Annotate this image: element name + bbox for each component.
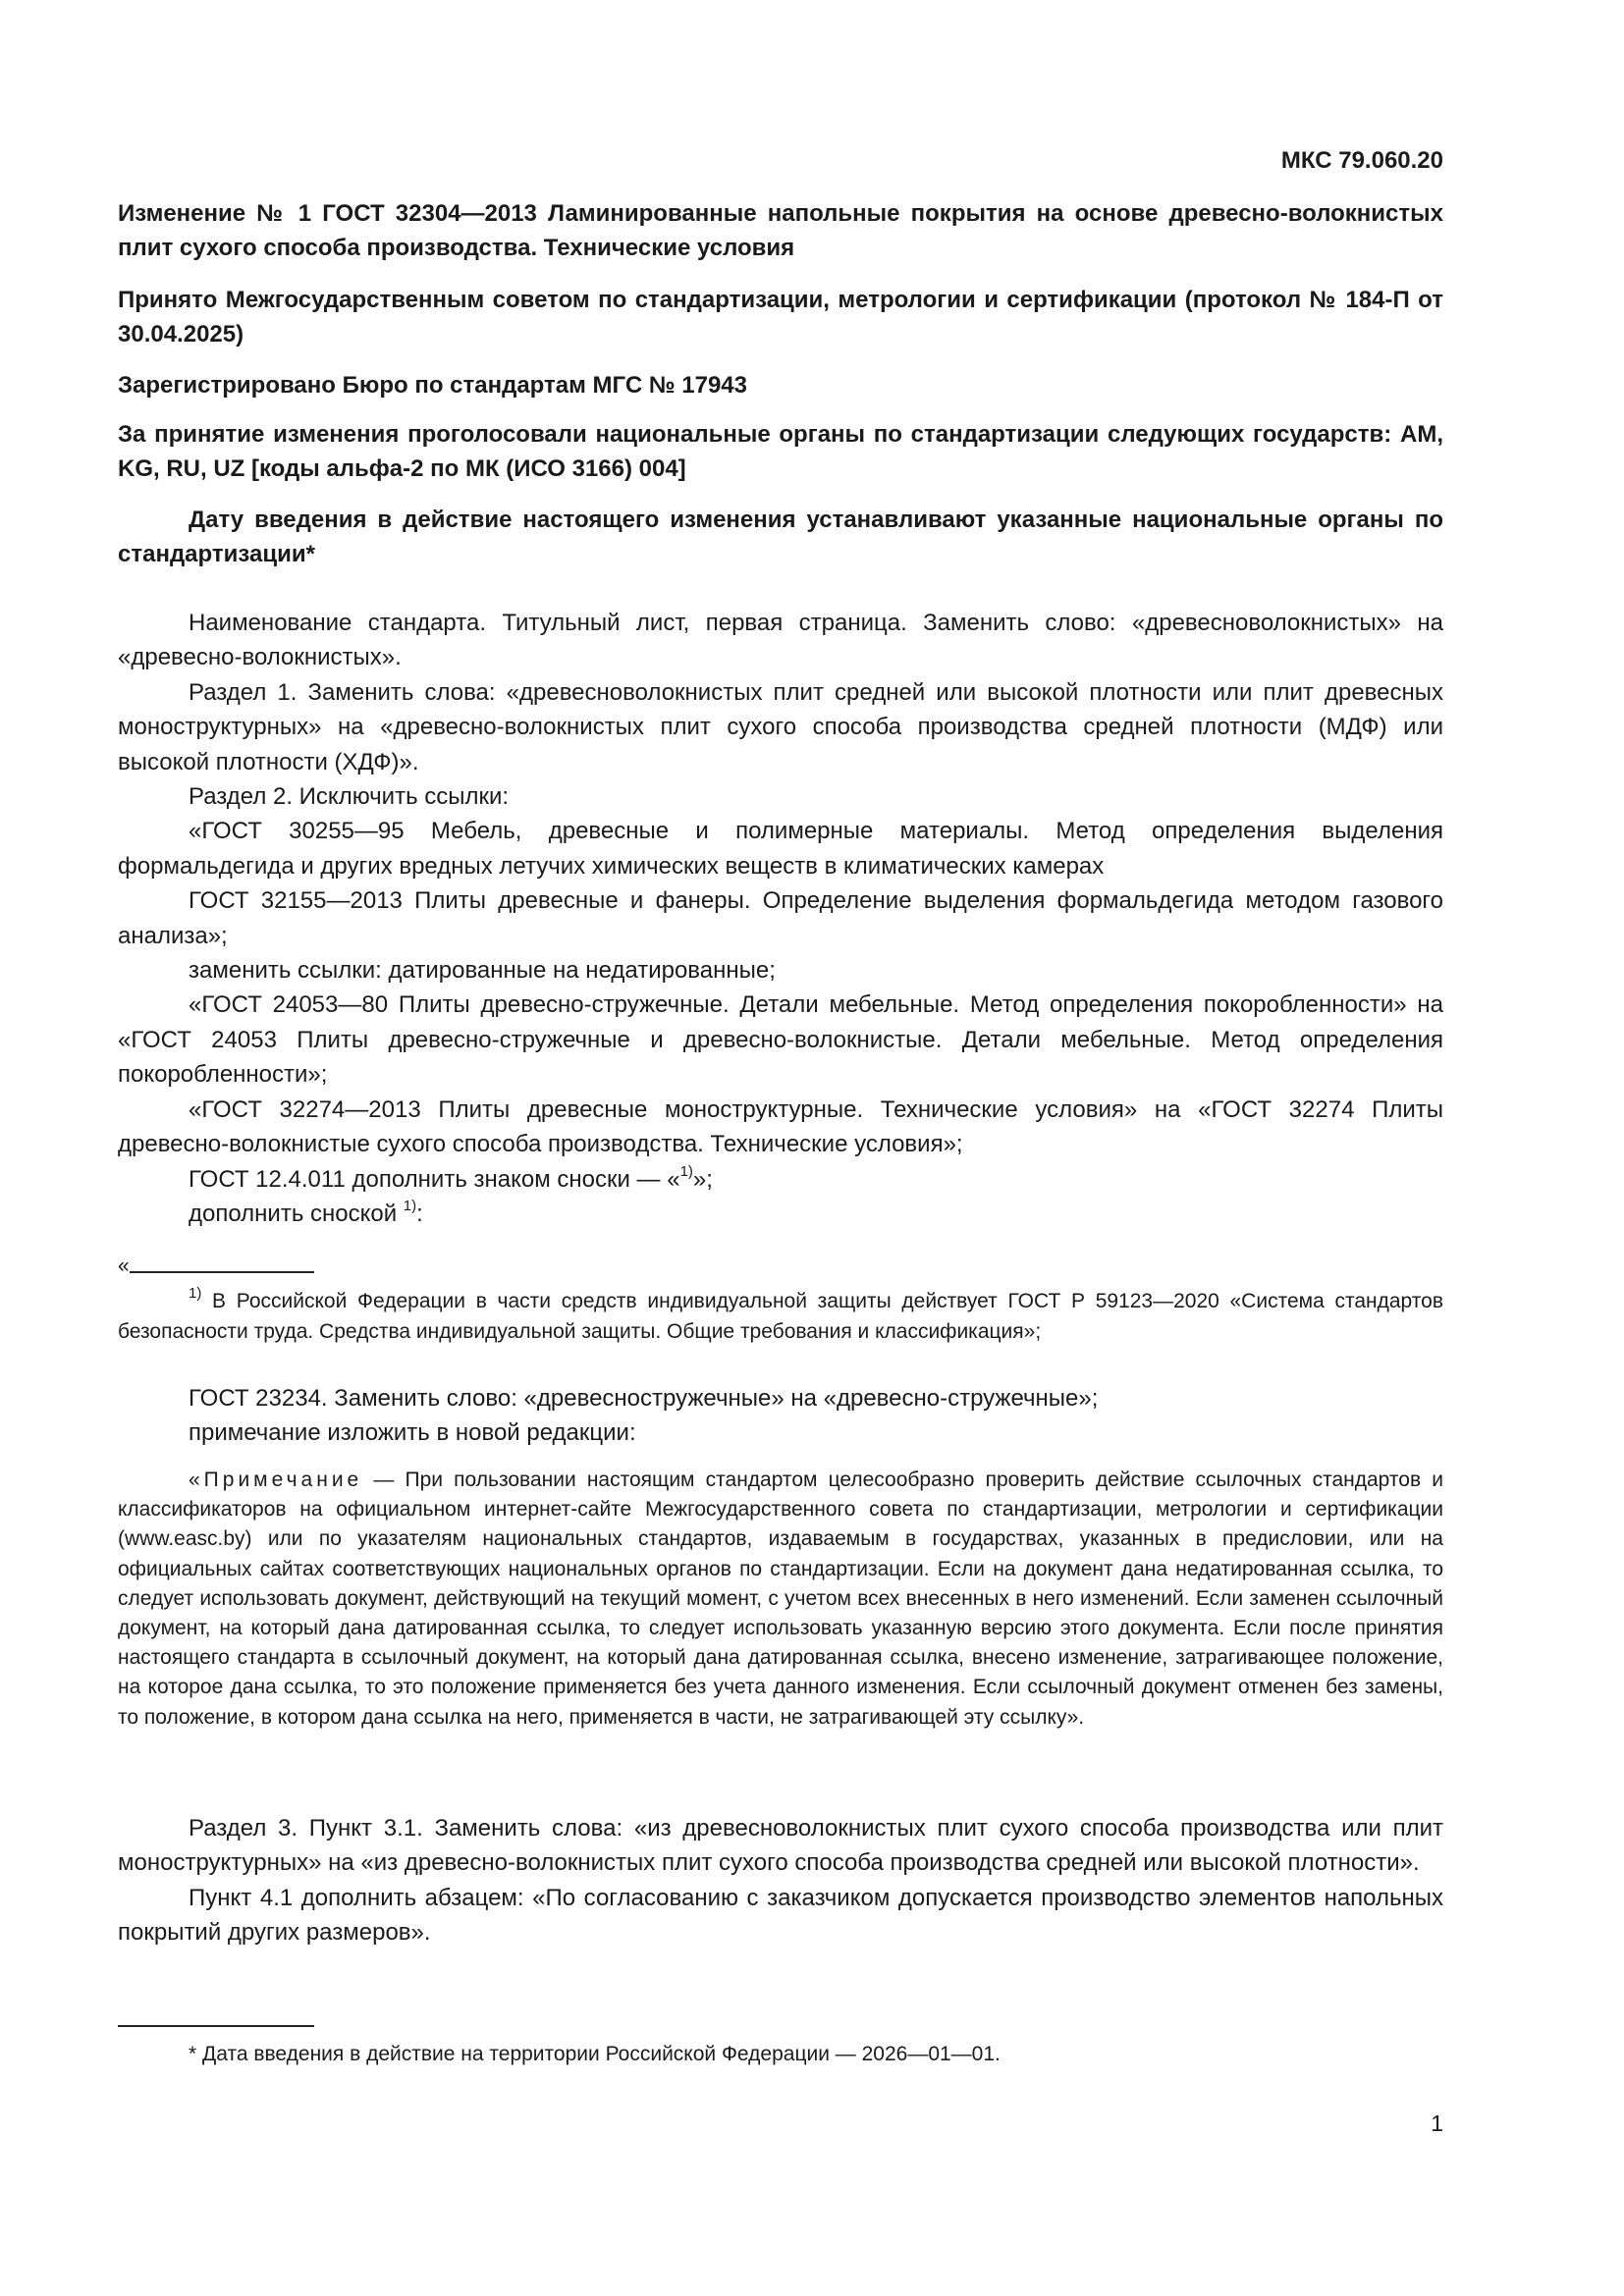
note-text: — При пользовании настоящим стандартом целесообразно проверить действие ссылочных стандартов и классификаторов на официальном интернет-сайте Межгосударственного совета по стандартизации, метрологии и сертификации (www.easc.by) или по указателям национальных стандартов, издаваемым в государствах, указанных в предисловии, или на официальных сайтах соответствующих национальных органов по стандартизации. Если на документ дана недатированная ссылка, то следует использовать документ, действующий на текущий момент, с учетом всех внесенных в него изменений. Если заменен ссылочный документ, на который дана датированная ссылка, то следует использовать указанную версию этого документа. Если после принятия настоящего стандарта в ссылочный документ, на который дана датированная ссылка, внесено изменение, затрагивающее положение, на которое дана ссылка, то это положение применяется без учета данного изменения. Если ссылочный документ отменен без замены, то положение, в котором дана ссылка на него, применяется в части, не затрагивающей эту ссылку». [118,1468,1443,1729]
paragraph: ГОСТ 23234. Заменить слово: «древесностружечные» на «древесно-стружечные»; [189,1385,1099,1412]
paragraph: «ГОСТ 32274—2013 Плиты древесные моноструктурные. Технические условия» на «ГОСТ 32274 Плиты древесно-волокнистые сухого способа производства. Технические условия»; [118,1095,1443,1158]
amendment-body-continued [118,1381,1443,1451]
paragraph [118,1162,1443,1197]
effective-date-statement: Дату введения в действие настоящего изменения устанавливают указанные национальные органы по стандартизации* [118,507,1443,567]
adopted-statement: Принято Межгосударственным советом по стандартизации, метрологии и сертификации (протокол № 184-П от 30.04.2025) [118,287,1443,347]
paragraph: «ГОСТ 24053—80 Плиты древесно-стружечные. Детали мебельные. Метод определения покоробленности» на «ГОСТ 24053 Плиты древесно-стружечные и древесно-волокнистые. Детали мебельные. Метод определения покоробленности»; [118,991,1443,1089]
footnote-marker: 1) [403,1197,417,1214]
text: ГОСТ 12.4.011 дополнить знаком сноски — « [189,1165,680,1193]
voting-statement: За принятие изменения проголосовали национальные органы по стандартизации следующих государств: AM, KG, RU, UZ [коды альфа-2 по МК (ИСО 3166) 004] [118,421,1443,482]
note-paragraph [118,1466,1443,1733]
note-label: «Примечание [189,1468,363,1491]
registration-statement: Зарегистрировано Бюро по стандартам МГС № 17943 [118,372,747,399]
paragraph [118,1197,1443,1231]
paragraph: примечание изложить в новой редакции: [189,1419,636,1447]
mks-code: МКС 79.060.20 [1280,147,1443,174]
footnote-text: В Российской Федерации в части средств индивидуальной защиты действует ГОСТ Р 59123—2020 «Система стандартов безопасности труда. Средства индивидуальной защиты. Общие требования и классификация»; [118,1290,1443,1343]
footnote-divider [118,2025,314,2027]
text: : [416,1200,423,1227]
footnote-marker: 1) [679,1162,693,1180]
footnote-open-quote: « [118,1255,130,1277]
amendment-title: Изменение № 1 ГОСТ 32304—2013 Ламинированные напольные покрытия на основе древесно-волокнистых плит сухого способа производства. Технические условия [118,200,1443,261]
paragraph: Раздел 2. Исключить ссылки: [189,783,510,811]
paragraph: заменить ссылки: датированные на недатированные; [189,957,776,985]
paragraph: Пункт 4.1 дополнить абзацем: «По согласованию с заказчиком допускается производство элементов напольных покрытий других размеров». [118,1884,1443,1947]
inserted-footnote [118,1286,1443,1347]
footnote-divider [130,1271,314,1273]
paragraph: ГОСТ 32155—2013 Плиты древесные и фанеры. Определение выделения формальдегида методом газового анализа»; [118,887,1443,949]
text: »; [692,1165,713,1193]
page-number: 1 [1431,2110,1443,2136]
paragraph: Раздел 1. Заменить слова: «древесноволокнистых плит средней или высокой плотности или плит древесных моноструктурных» на «древесно-волокнистых плит сухого способа производства средней плотности (МДФ) или высокой плотности (ХДФ)». [118,678,1443,775]
footnote-marker: 1) [189,1285,202,1302]
amendment-body-final [118,1811,1443,1950]
text: дополнить сноской [189,1200,404,1227]
page-footnote: * Дата введения в действие на территории Российской Федерации — 2026—01—01. [189,2043,1001,2065]
paragraph: «ГОСТ 30255—95 Мебель, древесные и полимерные материалы. Метод определения выделения формальдегида и других вредных летучих химических веществ в климатических камерах [118,818,1443,880]
paragraph: Раздел 3. Пункт 3.1. Заменить слова: «из древесноволокнистых плит сухого способа производства или плит моноструктурных» на «из древесно-волокнистых плит сухого способа производства средней или высокой плотности». [118,1815,1443,1877]
paragraph: Наименование стандарта. Титульный лист, первая страница. Заменить слово: «древесноволокнистых» на «древесно-волокнистых». [118,610,1443,671]
amendment-body [118,606,1443,1231]
